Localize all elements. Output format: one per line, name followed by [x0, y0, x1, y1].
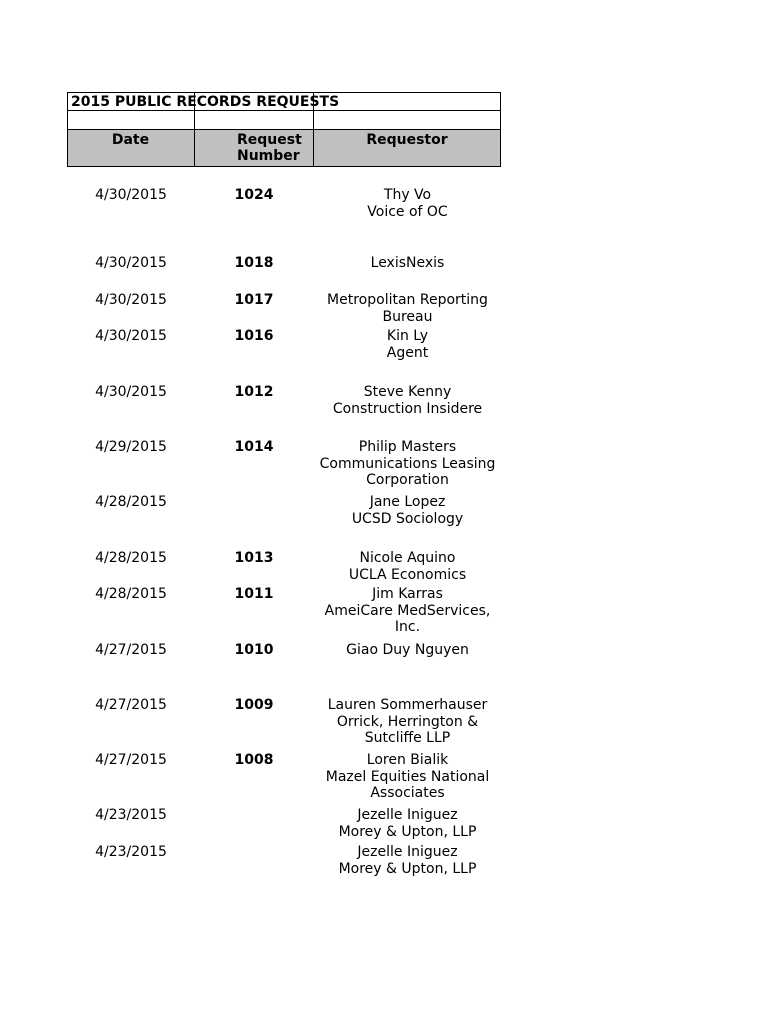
request-number-cell: 1009: [234, 697, 274, 713]
requestor-cell: [315, 550, 500, 583]
requestor-line: Agent: [386, 344, 429, 361]
date-cell: 4/28/2015: [95, 586, 167, 602]
requestor-cell: [315, 255, 500, 272]
requestor-line: Philip Masters: [358, 439, 457, 455]
date-cell: 4/30/2015: [95, 384, 167, 400]
column-header-requestor: Requestor: [366, 132, 448, 148]
requestor-line: Lauren Sommerhauser: [327, 697, 488, 713]
requestor-cell: [315, 439, 500, 489]
requestor-line: UCLA Economics: [348, 566, 467, 583]
date-cell: 4/23/2015: [95, 844, 167, 860]
date-cell: 4/29/2015: [95, 439, 167, 455]
requestor-cell: [315, 697, 500, 747]
requestor-line: Metropolitan Reporting: [327, 292, 488, 308]
requestor-line: Nicole Aquino: [359, 550, 456, 566]
date-cell: 4/27/2015: [95, 697, 167, 713]
request-number-cell: 1016: [234, 328, 274, 344]
requestor-line: Thy Vo: [383, 187, 432, 203]
date-cell: 4/30/2015: [95, 187, 167, 203]
requestor-cell: [315, 384, 500, 417]
requestor-cell: [315, 494, 500, 527]
requestor-cell: [315, 328, 500, 361]
requestor-line: Jane Lopez: [369, 494, 446, 510]
requestor-line: Inc.: [394, 619, 421, 635]
date-cell: 4/30/2015: [95, 328, 167, 344]
request-number-cell: 1011: [234, 586, 274, 602]
requestor-cell: [315, 844, 500, 877]
date-cell: 4/27/2015: [95, 642, 167, 658]
date-cell: 4/28/2015: [95, 550, 167, 566]
requestor-line: Communications Leasing: [319, 455, 496, 472]
requestor-cell: [315, 807, 500, 840]
requestor-line: Steve Kenny: [363, 384, 452, 400]
requestor-line: Kin Ly: [386, 328, 429, 344]
requestor-line: Voice of OC: [367, 203, 448, 220]
date-cell: 4/23/2015: [95, 807, 167, 823]
date-cell: 4/28/2015: [95, 494, 167, 510]
request-number-cell: 1008: [234, 752, 274, 768]
request-number-cell: 1012: [234, 384, 274, 400]
requestor-line: Morey & Upton, LLP: [338, 860, 477, 877]
requestor-line: Sutcliffe LLP: [364, 730, 451, 746]
requestor-line: Orrick, Herrington &: [336, 713, 479, 730]
border-line: [67, 166, 501, 167]
request-number-cell: 1014: [234, 439, 274, 455]
requestor-line: Giao Duy Nguyen: [346, 642, 469, 658]
requestor-line: Jim Karras: [372, 586, 443, 602]
requestor-line: Corporation: [366, 472, 449, 488]
requestor-line: Construction Insidere: [332, 400, 483, 417]
request-number-cell: 1013: [234, 550, 274, 566]
date-cell: 4/30/2015: [95, 292, 167, 308]
requestor-line: Jezelle Iniguez: [357, 844, 458, 860]
date-cell: 4/30/2015: [95, 255, 167, 271]
table-header: [67, 92, 501, 167]
requestor-cell: [315, 752, 500, 802]
border-line: [500, 92, 501, 167]
request-number-cell: 1010: [234, 642, 274, 658]
requestor-line: Bureau: [382, 308, 433, 325]
column-header-date: Date: [111, 132, 150, 148]
request-number-cell: 1018: [234, 255, 274, 271]
requestor-line: AmeiCare MedServices,: [324, 602, 491, 619]
sheet-title: 2015 PUBLIC RECORDS REQUESTS: [71, 94, 340, 110]
border-line: [67, 92, 68, 167]
date-cell: 4/27/2015: [95, 752, 167, 768]
requestor-cell: [315, 586, 500, 636]
border-line: [67, 129, 501, 130]
column-header-request-number: Request Number: [237, 132, 302, 164]
requestor-line: Morey & Upton, LLP: [338, 823, 477, 840]
border-line: [67, 110, 501, 111]
requestor-cell: [315, 642, 500, 659]
requestor-cell: [315, 292, 500, 325]
border-line: [67, 92, 501, 93]
requestor-line: Jezelle Iniguez: [357, 807, 458, 823]
requestor-line: Mazel Equities National: [325, 768, 490, 785]
requestor-line: UCSD Sociology: [351, 510, 464, 527]
requestor-line: Associates: [370, 785, 445, 801]
requestor-cell: [315, 187, 500, 220]
request-number-cell: 1017: [234, 292, 274, 308]
request-number-cell: 1024: [234, 187, 274, 203]
requestor-line: LexisNexis: [370, 255, 445, 271]
requestor-line: Loren Bialik: [366, 752, 449, 768]
